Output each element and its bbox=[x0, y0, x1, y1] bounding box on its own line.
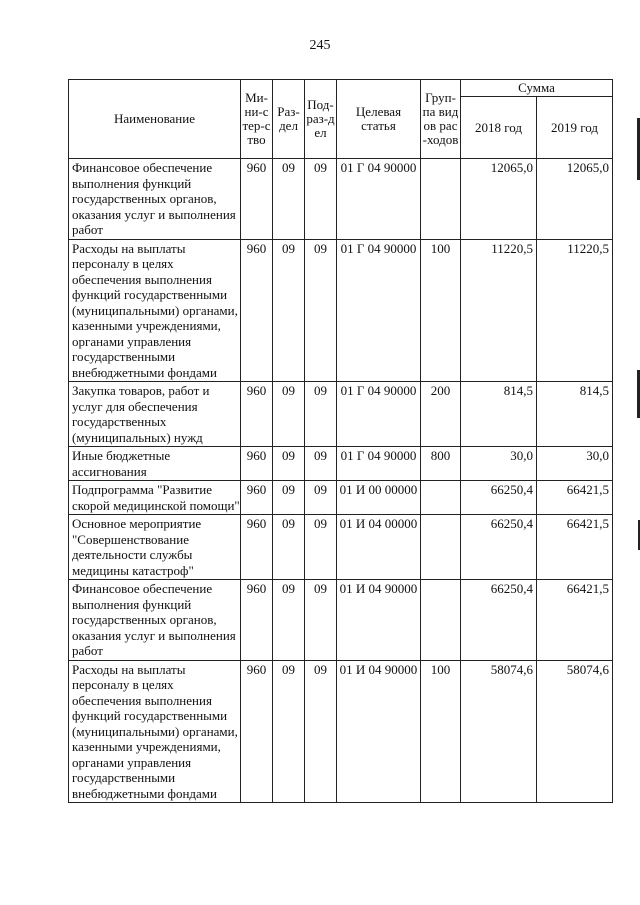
header-year-2019: 2019 год bbox=[537, 97, 613, 159]
cell-expense-group bbox=[421, 159, 461, 240]
header-target-article: Целевая статья bbox=[337, 80, 421, 159]
cell-name: Основное мероприятие "Совершенствование деятельности службы медицины катастроф" bbox=[69, 515, 241, 580]
cell-sum-2018: 30,0 bbox=[461, 447, 537, 481]
cell-section: 09 bbox=[273, 159, 305, 240]
cell-section: 09 bbox=[273, 239, 305, 382]
cell-target-article: 01 И 04 00000 bbox=[337, 515, 421, 580]
cell-target-article: 01 И 04 90000 bbox=[337, 660, 421, 803]
cell-name: Подпрограмма "Развитие скорой медицинской помощи" bbox=[69, 481, 241, 515]
cell-expense-group: 100 bbox=[421, 660, 461, 803]
table-row bbox=[69, 515, 613, 580]
cell-sum-2019: 12065,0 bbox=[537, 159, 613, 240]
cell-sum-2019: 58074,6 bbox=[537, 660, 613, 803]
cell-sum-2018: 58074,6 bbox=[461, 660, 537, 803]
table-row bbox=[69, 447, 613, 481]
table-row bbox=[69, 239, 613, 382]
header-ministry: Ми-ни-стер-ство bbox=[241, 80, 273, 159]
cell-subsection: 09 bbox=[305, 660, 337, 803]
cell-section: 09 bbox=[273, 515, 305, 580]
header-section: Раз-дел bbox=[273, 80, 305, 159]
cell-expense-group bbox=[421, 580, 461, 661]
header-year-2018: 2018 год bbox=[461, 97, 537, 159]
cell-sum-2019: 30,0 bbox=[537, 447, 613, 481]
cell-ministry: 960 bbox=[241, 481, 273, 515]
cell-section: 09 bbox=[273, 660, 305, 803]
cell-ministry: 960 bbox=[241, 159, 273, 240]
header-name: Наименование bbox=[69, 80, 241, 159]
header-expense-group: Груп-па видов рас-ходов bbox=[421, 80, 461, 159]
cell-target-article: 01 Г 04 90000 bbox=[337, 382, 421, 447]
cell-subsection: 09 bbox=[305, 239, 337, 382]
cell-sum-2019: 814,5 bbox=[537, 382, 613, 447]
cell-name: Иные бюджетные ассигнования bbox=[69, 447, 241, 481]
cell-subsection: 09 bbox=[305, 481, 337, 515]
cell-ministry: 960 bbox=[241, 382, 273, 447]
cell-sum-2019: 66421,5 bbox=[537, 515, 613, 580]
cell-sum-2018: 12065,0 bbox=[461, 159, 537, 240]
table-row bbox=[69, 382, 613, 447]
cell-subsection: 09 bbox=[305, 580, 337, 661]
cell-ministry: 960 bbox=[241, 239, 273, 382]
cell-section: 09 bbox=[273, 481, 305, 515]
cell-sum-2019: 66421,5 bbox=[537, 481, 613, 515]
cell-sum-2018: 814,5 bbox=[461, 382, 537, 447]
page-number: 245 bbox=[309, 38, 331, 53]
cell-name: Расходы на выплаты персоналу в целях обеспечения выполнения функций государственными (муниципальными) органами, казенными учреждениями, органами управления государственными внебюджетными фондами bbox=[69, 239, 241, 382]
cell-ministry: 960 bbox=[241, 660, 273, 803]
cell-ministry: 960 bbox=[241, 515, 273, 580]
cell-expense-group: 100 bbox=[421, 239, 461, 382]
cell-sum-2019: 66421,5 bbox=[537, 580, 613, 661]
cell-section: 09 bbox=[273, 447, 305, 481]
cell-subsection: 09 bbox=[305, 447, 337, 481]
cell-expense-group: 800 bbox=[421, 447, 461, 481]
cell-target-article: 01 И 04 90000 bbox=[337, 580, 421, 661]
cell-ministry: 960 bbox=[241, 580, 273, 661]
cell-sum-2019: 11220,5 bbox=[537, 239, 613, 382]
budget-table bbox=[68, 79, 613, 803]
cell-name: Закупка товаров, работ и услуг для обеспечения государственных (муниципальных) нужд bbox=[69, 382, 241, 447]
cell-expense-group: 200 bbox=[421, 382, 461, 447]
cell-section: 09 bbox=[273, 382, 305, 447]
cell-name: Финансовое обеспечение выполнения функций государственных органов, оказания услуг и выполнения работ bbox=[69, 159, 241, 240]
cell-sum-2018: 66250,4 bbox=[461, 515, 537, 580]
cell-subsection: 09 bbox=[305, 382, 337, 447]
cell-target-article: 01 Г 04 90000 bbox=[337, 239, 421, 382]
cell-subsection: 09 bbox=[305, 515, 337, 580]
header-sum: Сумма bbox=[461, 80, 613, 97]
cell-sum-2018: 11220,5 bbox=[461, 239, 537, 382]
cell-target-article: 01 Г 04 90000 bbox=[337, 447, 421, 481]
cell-name: Финансовое обеспечение выполнения функций государственных органов, оказания услуг и выполнения работ bbox=[69, 580, 241, 661]
cell-name: Расходы на выплаты персоналу в целях обеспечения выполнения функций государственными (муниципальными) органами, казенными учреждениями, органами управления государственными внебюджетными фондами bbox=[69, 660, 241, 803]
cell-ministry: 960 bbox=[241, 447, 273, 481]
cell-sum-2018: 66250,4 bbox=[461, 580, 537, 661]
cell-subsection: 09 bbox=[305, 159, 337, 240]
cell-expense-group bbox=[421, 515, 461, 580]
cell-section: 09 bbox=[273, 580, 305, 661]
header-subsection: Под-раз-дел bbox=[305, 80, 337, 159]
table-row bbox=[69, 481, 613, 515]
cell-target-article: 01 И 00 00000 bbox=[337, 481, 421, 515]
cell-target-article: 01 Г 04 90000 bbox=[337, 159, 421, 240]
table-row bbox=[69, 159, 613, 240]
table-row bbox=[69, 660, 613, 803]
cell-sum-2018: 66250,4 bbox=[461, 481, 537, 515]
table-row bbox=[69, 580, 613, 661]
cell-expense-group bbox=[421, 481, 461, 515]
